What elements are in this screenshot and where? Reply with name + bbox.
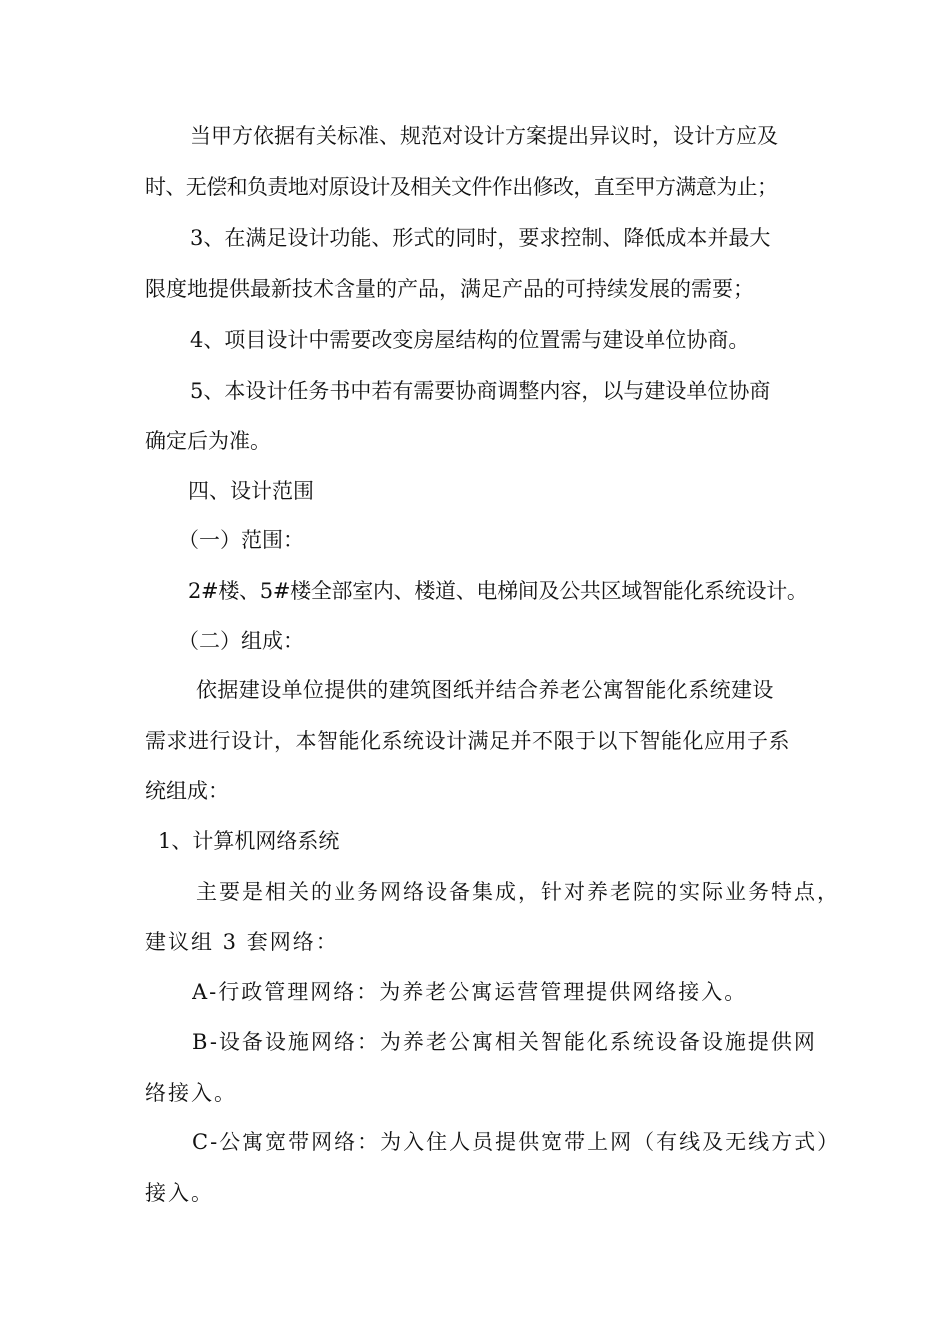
paragraph-line: 依据建设单位提供的建筑图纸并结合养老公寓智能化系统建设 (196, 678, 774, 702)
list-item: B-设备设施网络：为养老公寓相关智能化系统设备设施提供网 (192, 1030, 817, 1054)
paragraph-line: 5、本设计任务书中若有需要协商调整内容，以与建设单位协商 (190, 379, 771, 403)
subsection-heading: （一）范围： (178, 528, 304, 552)
list-heading: 1、计算机网络系统 (158, 829, 340, 853)
section-heading: 四、设计范围 (188, 479, 314, 503)
paragraph-line: 3、在满足设计功能、形式的同时，要求控制、降低成本并最大 (190, 226, 771, 250)
paragraph-line: 主要是相关的业务网络设备集成，针对养老院的实际业务特点， (196, 880, 840, 904)
subsection-heading: （二）组成： (178, 629, 304, 653)
paragraph-line: 需求进行设计，本智能化系统设计满足并不限于以下智能化应用子系 (145, 729, 790, 753)
paragraph-line: 限度地提供最新技术含量的产品，满足产品的可持续发展的需要； (145, 277, 754, 301)
paragraph-line: 确定后为准。 (145, 429, 271, 453)
paragraph-line: 接入。 (145, 1181, 214, 1205)
paragraph-line: 当甲方依据有关标准、规范对设计方案提出异议时，设计方应及 (190, 124, 778, 148)
paragraph-line: 建议组 3 套网络： (145, 930, 339, 954)
paragraph-line: 统组成： (145, 779, 229, 803)
paragraph-line: 2#楼、5#楼全部室内、楼道、电梯间及公共区域智能化系统设计。 (188, 579, 808, 603)
paragraph-line: 时、无偿和负责地对原设计及相关文件作出修改，直至甲方满意为止； (145, 175, 778, 199)
list-item: A-行政管理网络：为养老公寓运营管理提供网络接入。 (192, 980, 748, 1004)
paragraph-line: 4、项目设计中需要改变房屋结构的位置需与建设单位协商。 (190, 328, 750, 352)
paragraph-line: 络接入。 (145, 1081, 237, 1105)
list-item: C-公寓宽带网络：为入住人员提供宽带上网（有线及无线方式） (192, 1130, 841, 1154)
